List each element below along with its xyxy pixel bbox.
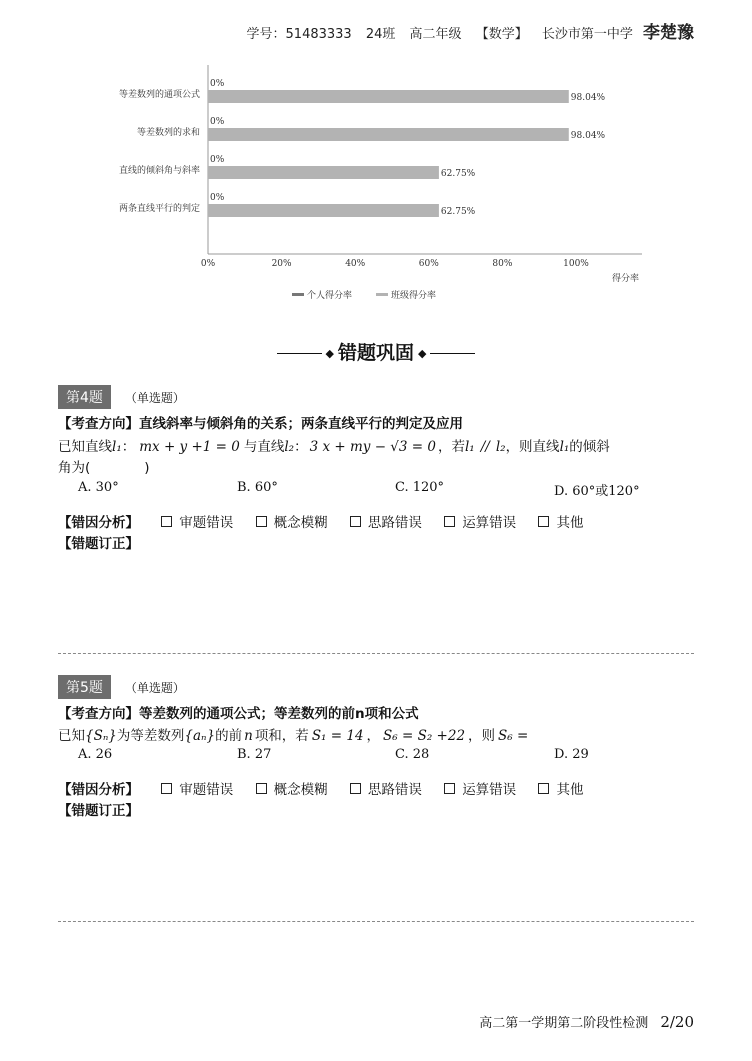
direction-text: 等差数列的通项公式；等差数列的前n项和公式 — [139, 706, 419, 722]
checkbox-label: 运算错误 — [462, 782, 517, 798]
math-l1: l₁ — [559, 439, 570, 455]
math-an: {aₙ} — [184, 728, 216, 744]
bar-class — [208, 90, 569, 103]
checkbox-label: 审题错误 — [179, 782, 234, 798]
math-l1: l₁ — [464, 439, 475, 455]
student-name: 李楚豫 — [643, 23, 694, 43]
checkbox-label: 概念模糊 — [273, 782, 328, 798]
math-equation: S₆ = — [498, 728, 529, 744]
legend-swatch — [292, 293, 304, 296]
checkbox[interactable] — [350, 516, 361, 527]
question-type: （单选题） — [124, 391, 185, 405]
checkbox-label: 思路错误 — [367, 515, 422, 531]
title-rule-right — [430, 353, 475, 354]
x-axis-title: 得分率 — [611, 274, 639, 284]
option-a: A. 26 — [78, 747, 113, 762]
student-id: 学号：51483333 — [246, 27, 352, 42]
checkbox[interactable] — [538, 783, 549, 794]
stem-text: ，若 — [437, 439, 465, 455]
x-tick-label: 80% — [492, 259, 513, 269]
stem-text: 的倾斜 — [569, 439, 610, 455]
checkbox-label: 其他 — [556, 782, 584, 798]
diamond-icon: ◆ — [325, 347, 334, 360]
stem-text: ，则 — [468, 728, 496, 744]
page-header — [247, 18, 694, 43]
math-equation: S₁ = 14 — [311, 728, 364, 744]
math-l2: l₂ — [495, 439, 506, 455]
math-equation: 3 x + my − √3 = 0 — [309, 439, 436, 455]
legend-label: 个人得分率 — [307, 291, 353, 301]
question-type: （单选题） — [124, 681, 185, 695]
error-analysis — [58, 511, 583, 531]
x-tick-label: 100% — [563, 259, 589, 269]
option-c: C. 28 — [395, 747, 430, 762]
stem-text: 的前 — [215, 728, 243, 744]
stem-text: 角为( — [58, 460, 91, 476]
math-equation: S₆ = S₂ +22 — [383, 728, 466, 744]
x-tick-label: 20% — [271, 259, 292, 269]
error-analysis-label: 【错因分析】 — [58, 782, 139, 798]
checkbox[interactable] — [350, 783, 361, 794]
category-label: 两条直线平行的判定 — [118, 204, 200, 214]
correction-label: 【错题订正】 — [58, 803, 139, 819]
question-badge: 第4题 — [58, 385, 111, 409]
question-header — [58, 675, 185, 699]
error-analysis-label: 【错因分析】 — [58, 515, 139, 531]
data-label-personal: 0% — [210, 117, 225, 127]
checkbox[interactable] — [256, 783, 267, 794]
page-footer — [479, 1012, 694, 1031]
direction-label: 【考查方向】 — [58, 706, 139, 722]
stem-text: 已知直线 — [58, 439, 112, 455]
data-label-class: 62.75% — [440, 169, 476, 179]
math-equation: mx + y +1 = 0 — [139, 439, 240, 455]
question-stem-cont — [58, 456, 150, 476]
math-sn: {Sₙ} — [85, 728, 117, 744]
stem-text: 已知 — [58, 728, 85, 744]
exam-name: 高二第一学期第二阶段性检测 — [479, 1016, 649, 1031]
option-d: D. 60°或120° — [554, 484, 640, 499]
page-number: 2/20 — [660, 1013, 694, 1031]
option-a: A. 30° — [78, 480, 119, 495]
direction-label: 【考查方向】 — [58, 416, 139, 432]
correction-label: 【错题订正】 — [58, 536, 139, 552]
legend-swatch — [376, 293, 388, 296]
direction-text: 直线斜率与倾斜角的关系；两条直线平行的判定及应用 — [139, 416, 463, 432]
data-label-personal: 0% — [210, 193, 225, 203]
checkbox[interactable] — [161, 783, 172, 794]
stem-text: ： — [294, 439, 308, 455]
school-label: 长沙市第一中学 — [541, 27, 633, 42]
stem-text: ： — [121, 439, 136, 455]
data-label-class: 62.75% — [440, 207, 476, 217]
stem-text: ， — [366, 728, 381, 744]
question-stem — [58, 435, 610, 455]
stem-text: ，则直线 — [505, 439, 560, 455]
class-label: 24班 — [365, 27, 396, 42]
option-c: C. 120° — [395, 480, 445, 495]
checkbox[interactable] — [256, 516, 267, 527]
checkbox-label: 思路错误 — [367, 782, 422, 798]
subject-label: 【数学】 — [475, 27, 528, 42]
math-n: n — [244, 728, 253, 744]
question-divider — [58, 921, 694, 922]
option-d: D. 29 — [554, 747, 589, 762]
checkbox[interactable] — [161, 516, 172, 527]
legend-label: 班级得分率 — [391, 291, 437, 301]
category-label: 直线的倾斜角与斜率 — [118, 166, 200, 176]
score-rate-chart — [0, 60, 752, 310]
error-analysis — [58, 778, 583, 798]
title-rule-left — [277, 353, 322, 354]
question-badge: 第5题 — [58, 675, 111, 699]
math-l2: l₂ — [284, 439, 295, 455]
data-label-personal: 0% — [210, 79, 225, 89]
question-stem — [58, 724, 528, 744]
stem-text: 与直线 — [243, 439, 285, 455]
category-label: 等差数列的求和 — [136, 128, 200, 138]
checkbox[interactable] — [444, 783, 455, 794]
category-label: 等差数列的通项公式 — [118, 90, 200, 100]
option-b: B. 27 — [237, 747, 272, 762]
exam-direction — [58, 702, 419, 722]
checkbox-label: 概念模糊 — [273, 515, 328, 531]
bar-class — [208, 204, 439, 217]
question-header — [58, 385, 185, 409]
checkbox[interactable] — [444, 516, 455, 527]
x-tick-label: 60% — [418, 259, 439, 269]
parallel-symbol: // — [480, 439, 490, 455]
stem-text: ) — [144, 460, 150, 476]
section-title-text: 错题巩固 — [337, 342, 414, 364]
x-tick-label: 40% — [345, 259, 366, 269]
checkbox-label: 其他 — [556, 515, 584, 531]
bar-class — [208, 166, 439, 179]
option-b: B. 60° — [237, 480, 278, 495]
data-label-class: 98.04% — [570, 131, 606, 141]
exam-direction — [58, 412, 463, 432]
data-label-class: 98.04% — [570, 93, 606, 103]
data-label-personal: 0% — [210, 155, 225, 165]
checkbox-label: 审题错误 — [179, 515, 234, 531]
question-divider — [58, 653, 694, 654]
stem-text: 为等差数列 — [116, 728, 185, 744]
diamond-icon: ◆ — [418, 347, 427, 360]
checkbox[interactable] — [538, 516, 549, 527]
checkbox-label: 运算错误 — [462, 515, 517, 531]
section-title — [0, 338, 752, 365]
math-l1: l₁ — [112, 439, 122, 455]
stem-text: 项和，若 — [254, 728, 309, 744]
bar-class — [208, 128, 569, 141]
x-tick-label: 0% — [200, 259, 216, 269]
grade-label: 高二年级 — [409, 27, 462, 42]
